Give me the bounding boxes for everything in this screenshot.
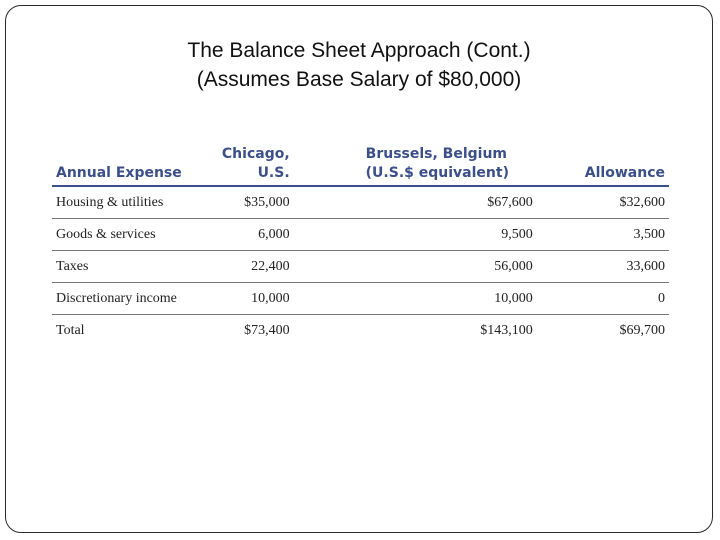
cell-chicago: 10,000 [251, 290, 290, 306]
cell-brussels: 56,000 [494, 258, 533, 274]
cell-allowance: 3,500 [633, 226, 665, 242]
table-row [52, 186, 669, 219]
slide-title [0, 36, 718, 94]
cell-allowance: 0 [658, 290, 665, 306]
cell-allowance: $32,600 [619, 194, 665, 210]
cell-chicago: $35,000 [244, 194, 290, 210]
balance-sheet-table [52, 145, 669, 346]
cell-expense: Total [56, 322, 85, 338]
cell-expense: Goods & services [56, 226, 156, 242]
header-brussels [294, 145, 537, 186]
cell-chicago: 22,400 [251, 258, 290, 274]
header-chicago: Chicago, U.S. [221, 146, 290, 181]
cell-brussels: $143,100 [480, 322, 533, 338]
table-row-total [52, 315, 669, 347]
table-row [52, 251, 669, 283]
title-line-1: The Balance Sheet Approach (Cont.) [187, 39, 531, 62]
cell-allowance: $69,700 [619, 322, 665, 338]
cell-expense: Taxes [56, 258, 89, 274]
cell-expense: Discretionary income [56, 290, 177, 306]
table-row [52, 283, 669, 315]
cell-brussels: 9,500 [501, 226, 533, 242]
cell-brussels: $67,600 [487, 194, 533, 210]
header-annual-expense: Annual Expense [56, 165, 182, 181]
cell-brussels: 10,000 [494, 290, 533, 306]
table-header-row [52, 145, 669, 186]
header-brussels-line2: (U.S.$ equivalent) [365, 165, 509, 181]
cell-allowance: 33,600 [626, 258, 665, 274]
cell-expense: Housing & utilities [56, 194, 164, 210]
header-allowance: Allowance [584, 165, 665, 181]
table-row [52, 219, 669, 251]
cell-chicago: $73,400 [244, 322, 290, 338]
title-line-2: (Assumes Base Salary of $80,000) [196, 68, 522, 91]
header-brussels-line1: Brussels, Belgium [365, 146, 508, 162]
cell-chicago: 6,000 [258, 226, 290, 242]
